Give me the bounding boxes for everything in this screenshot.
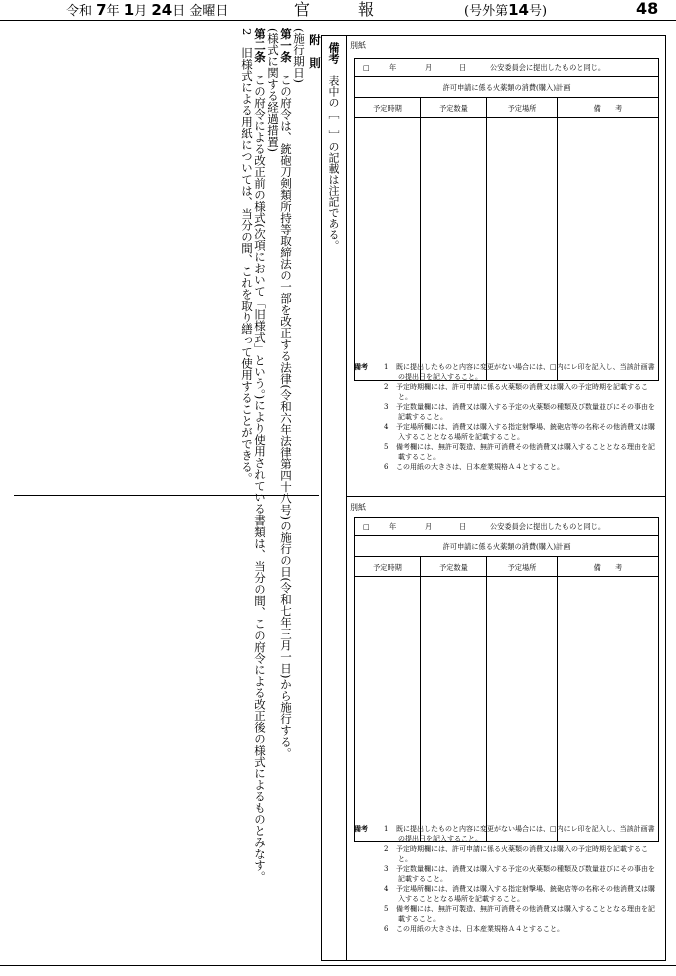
column-header: 予定数量 xyxy=(421,98,487,117)
submission-text: 公安委員会に提出したものと同じ。 xyxy=(490,522,606,531)
plan-title-row xyxy=(355,536,658,557)
page-header xyxy=(0,0,676,21)
plan-title: 許可申請に係る火薬類の消費(購入)計画 xyxy=(442,83,571,92)
attachment-label: 別紙 xyxy=(350,503,366,512)
submission-text: 公安委員会に提出したものと同じ。 xyxy=(490,63,606,72)
note-number: 5 xyxy=(384,443,389,451)
note-text: この用紙の大きさは、日本産業規格Ａ４とすること。 xyxy=(396,925,564,933)
note-number: 3 xyxy=(384,403,389,411)
transition-caption: (様式に関する経過措置) xyxy=(266,28,280,152)
note-text: 既に提出したものと内容に変更がない場合には、□内にレ印を記入し、当該計画書の提出日を記入すること。 xyxy=(396,825,655,843)
note-item xyxy=(354,462,659,472)
note-number: 2 xyxy=(384,845,389,853)
paragraph-2-text: 旧様式による用紙については、当分の間、これを取り繕って使用することができる。 xyxy=(240,46,254,484)
note-number: 2 xyxy=(384,383,389,391)
entry-cell[interactable] xyxy=(487,577,558,841)
day-label: 日 xyxy=(459,522,467,531)
column-header: 予定場所 xyxy=(487,557,558,576)
note-item xyxy=(354,382,659,402)
entry-cell[interactable] xyxy=(558,577,658,841)
column-header: 予定時期 xyxy=(355,557,421,576)
attachment-label: 別紙 xyxy=(350,41,366,50)
plan-title: 許可申請に係る火薬類の消費(購入)計画 xyxy=(442,542,571,551)
year-label: 年 xyxy=(389,63,397,72)
note-item xyxy=(354,844,659,864)
remarks-column-label: 備考 xyxy=(327,42,340,64)
entry-cell[interactable] xyxy=(355,577,421,841)
note-item xyxy=(354,362,659,382)
note-number: 3 xyxy=(384,865,389,873)
plan-table xyxy=(354,58,659,381)
entry-cell[interactable] xyxy=(558,118,658,380)
entry-row xyxy=(355,118,658,380)
column-divider xyxy=(14,495,319,496)
date-month: 1 xyxy=(123,1,135,19)
issue-number-value: 14 xyxy=(508,1,529,19)
date-day: 24 xyxy=(151,1,173,19)
date-year: 7 xyxy=(96,1,107,19)
column-header-row xyxy=(355,98,658,118)
form-notes xyxy=(354,362,659,472)
supplementary-heading: 附 則 xyxy=(308,34,322,69)
note-item xyxy=(354,402,659,422)
note-number: 5 xyxy=(384,905,389,913)
submission-row xyxy=(355,518,658,536)
article-2-label: 第二条 xyxy=(253,28,267,63)
entry-row xyxy=(355,577,658,841)
plan-table xyxy=(354,517,659,842)
note-text: 既に提出したものと内容に変更がない場合には、□内にレ印を記入し、当該計画書の提出日を記入すること。 xyxy=(396,363,655,381)
note-item xyxy=(354,904,659,924)
note-text: 備考欄には、無許可製造、無許可消費その他消費又は購入することとなる理由を記載すること。 xyxy=(396,905,655,923)
remarks-column-text: 表中の［ ］の記載は注記である。 xyxy=(327,75,340,251)
paragraph-2-number: 2 xyxy=(240,28,254,36)
submission-row xyxy=(355,59,658,77)
form-sheet xyxy=(346,35,666,496)
year-unit: 年 xyxy=(106,4,120,19)
column-header-row xyxy=(355,557,658,577)
article-1-label: 第一条 xyxy=(279,28,293,63)
note-number: 6 xyxy=(384,925,389,933)
issue-prefix: (号外第 xyxy=(464,4,509,19)
month-label: 月 xyxy=(425,63,433,72)
note-text: 予定場所欄には、消費又は購入する指定射撃場、銃砲店等の名称その他消費又は購入することとなる場所を記載すること。 xyxy=(396,423,655,441)
month-label: 月 xyxy=(425,522,433,531)
column-header: 備 考 xyxy=(593,563,623,572)
article-1-text: この府令は、銃砲刀剣類所持等取締法の一部を改正する法律(令和六年法律第四十八号)の施行の日(令和七年三月一日)から施行する。 xyxy=(279,74,293,759)
paragraph-2 xyxy=(240,28,253,484)
note-number: 6 xyxy=(384,463,389,471)
note-number: 1 xyxy=(384,363,389,371)
note-item xyxy=(354,824,659,844)
notes-heading: 備考 xyxy=(354,362,368,371)
entry-cell[interactable] xyxy=(421,577,487,841)
bottom-rule xyxy=(0,965,676,966)
note-text: この用紙の大きさは、日本産業規格Ａ４とすること。 xyxy=(396,463,564,471)
column-header: 予定時期 xyxy=(355,98,421,117)
entry-cell[interactable] xyxy=(421,118,487,380)
year-label: 年 xyxy=(389,522,397,531)
note-text: 予定時期欄には、許可申請に係る火薬類の消費又は購入の予定時期を記載すること。 xyxy=(396,845,648,863)
weekday: 金曜日 xyxy=(189,4,229,19)
entry-cell[interactable] xyxy=(487,118,558,380)
article-2 xyxy=(253,28,266,882)
day-unit: 日 xyxy=(172,4,186,19)
note-text: 予定時期欄には、許可申請に係る火薬類の消費又は購入の予定時期を記載すること。 xyxy=(396,383,648,401)
month-unit: 月 xyxy=(134,4,148,19)
note-number: 4 xyxy=(384,423,389,431)
column-header: 備 考 xyxy=(593,104,623,113)
plan-title-row xyxy=(355,77,658,98)
note-item xyxy=(354,864,659,884)
entry-cell[interactable] xyxy=(355,118,421,380)
column-header: 予定場所 xyxy=(487,98,558,117)
note-text: 予定場所欄には、消費又は購入する指定射撃場、銃砲店等の名称その他消費又は購入することとなる場所を記載すること。 xyxy=(396,885,655,903)
issue-number xyxy=(464,2,547,20)
gazette-title: 官報 xyxy=(294,0,423,19)
form-sheet xyxy=(346,496,666,961)
issue-suffix: 号) xyxy=(528,4,548,19)
issue-date xyxy=(66,2,228,20)
article-2-text: この府令による改正前の様式(次項において「旧様式」という。)により使用されている書類は、当分の間、この府令による改正後の様式によるものとみなす。 xyxy=(253,74,267,883)
note-item xyxy=(354,442,659,462)
column-header: 予定数量 xyxy=(421,557,487,576)
note-number: 1 xyxy=(384,825,389,833)
era-name: 令和 xyxy=(66,4,93,19)
checkbox-icon[interactable]: □ xyxy=(363,522,370,531)
note-text: 予定数量欄には、消費又は購入する予定の火薬類の種類及び数量並びにその事由を記載すること。 xyxy=(396,403,655,421)
remarks-column xyxy=(327,42,340,251)
article-1 xyxy=(279,28,292,759)
notes-heading: 備考 xyxy=(354,824,368,833)
note-text: 備考欄には、無許可製造、無許可消費その他消費又は購入することとなる理由を記載すること。 xyxy=(396,443,655,461)
note-item xyxy=(354,422,659,442)
note-item xyxy=(354,884,659,904)
day-label: 日 xyxy=(459,63,467,72)
page-number: 48 xyxy=(636,0,659,18)
checkbox-icon[interactable]: □ xyxy=(363,63,370,72)
note-item xyxy=(354,924,659,934)
form-notes xyxy=(354,824,659,934)
note-number: 4 xyxy=(384,885,389,893)
note-text: 予定数量欄には、消費又は購入する予定の火薬類の種類及び数量並びにその事由を記載すること。 xyxy=(396,865,655,883)
effective-date-caption: (施行期日) xyxy=(292,28,306,83)
